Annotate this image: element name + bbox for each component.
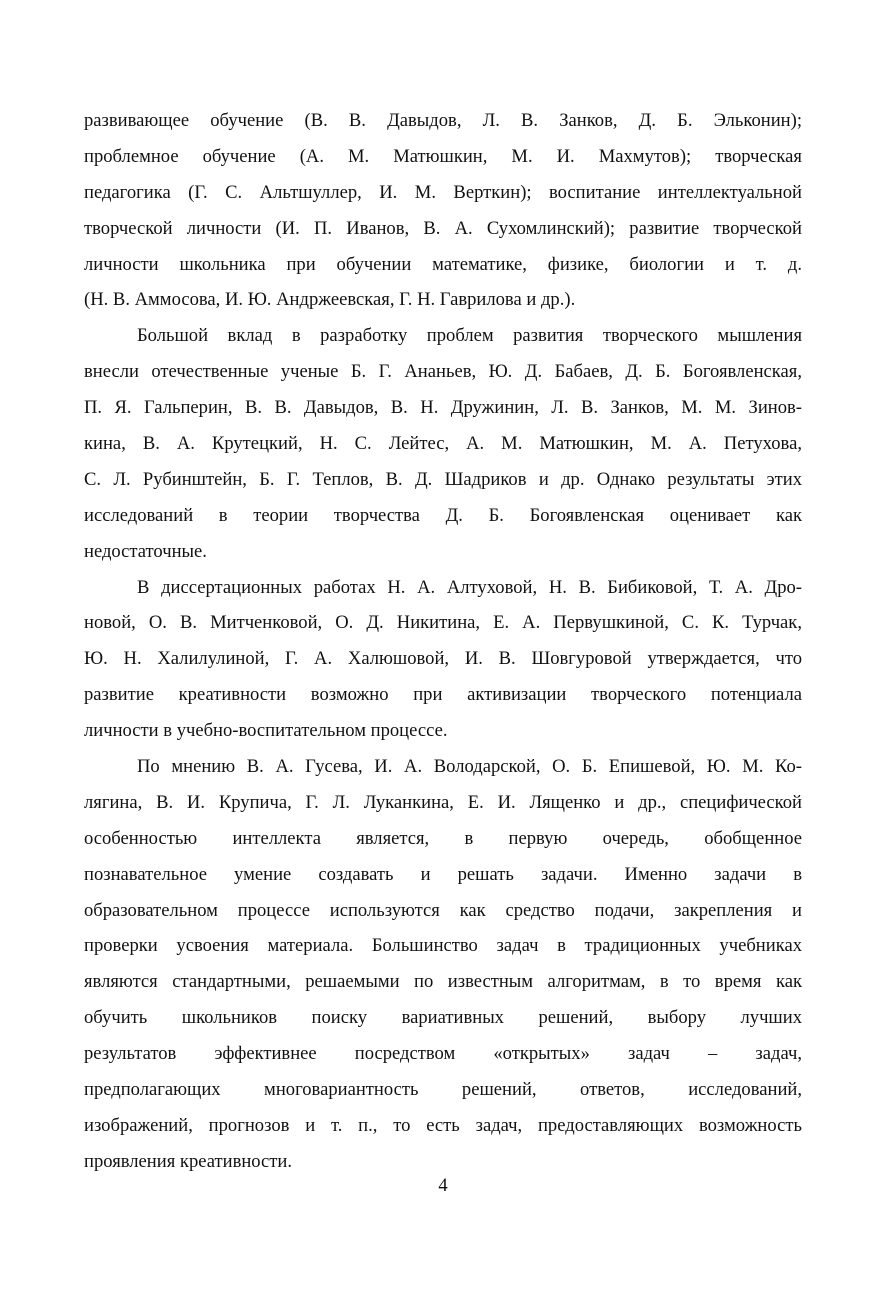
text-line: кина, В. А. Крутецкий, Н. С. Лейтес, А. М. Матюшкин, М. А. Петухова, [84,433,802,455]
text-line: (Н. В. Аммосова, И. Ю. Андржеевская, Г. Н. Гаврилова и др.). [84,289,576,311]
text-line: П. Я. Гальперин, В. В. Давыдов, В. Н. Дружинин, Л. В. Занков, М. М. Зинов- [84,397,802,419]
text-line: педагогика (Г. С. Альтшуллер, И. М. Верткин); воспитание интеллектуальной [84,181,802,203]
text-line: образовательном процессе используются как средство подачи, закрепления и [84,899,802,921]
text-line: В диссертационных работах Н. А. Алтуховой, Н. В. Бибиковой, Т. А. Дро- [137,576,802,598]
text-line: Ю. Н. Халилулиной, Г. А. Халюшовой, И. В. Шовгуровой утверждается, что [84,648,802,670]
text-line: познавательное умение создавать и решать задачи. Именно задачи в [84,863,802,885]
text-line: развитие креативности возможно при активизации творческого потенциала [84,684,802,706]
text-line: По мнению В. А. Гусева, И. А. Володарской, О. Б. Епишевой, Ю. М. Ко- [137,756,802,778]
text-line: проявления креативности. [84,1150,293,1172]
paragraph [84,318,802,569]
document-body [84,103,802,1180]
page-number: 4 [438,1175,448,1196]
text-line: лягина, В. И. Крупича, Г. Л. Луканкина, Е. И. Лященко и др., специфической [84,791,802,813]
text-line: недостаточные. [84,540,207,562]
text-line: Большой вклад в разработку проблем развития творческого мышления [137,325,802,347]
text-line: личности школьника при обучении математике, физике, биологии и т. д. [84,253,802,275]
text-line: обучить школьников поиску вариативных решений, выбору лучших [84,1007,802,1029]
text-line: результатов эффективнее посредством «открытых» задач – задач, [84,1043,802,1065]
paragraph [84,103,802,318]
text-line: изображений, прогнозов и т. п., то есть задач, предоставляющих возможность [84,1114,802,1136]
text-line: предполагающих многовариантность решений, ответов, исследований, [84,1079,802,1101]
text-line: особенностью интеллекта является, в первую очередь, обобщенное [84,827,802,849]
paragraph [84,570,802,749]
text-line: С. Л. Рубинштейн, Б. Г. Теплов, В. Д. Шадриков и др. Однако результаты этих [84,468,802,490]
text-line: проблемное обучение (А. М. Матюшкин, М. И. Махмутов); творческая [84,145,802,167]
text-line: новой, О. В. Митченковой, О. Д. Никитина, Е. А. Первушкиной, С. К. Турчак, [84,612,802,634]
paragraph [84,749,802,1180]
text-line: являются стандартными, решаемыми по известным алгоритмам, в то время как [84,971,802,993]
text-line: внесли отечественные ученые Б. Г. Ананьев, Ю. Д. Бабаев, Д. Б. Богоявленская, [84,361,802,383]
text-line: личности в учебно-воспитательном процессе. [84,720,448,742]
text-line: творческой личности (И. П. Иванов, В. А. Сухомлинский); развитие творческой [84,217,802,239]
text-line: развивающее обучение (В. В. Давыдов, Л. В. Занков, Д. Б. Эльконин); [84,110,802,131]
text-line: проверки усвоения материала. Большинство задач в традиционных учебниках [84,935,802,957]
text-line: исследований в теории творчества Д. Б. Богоявленская оценивает как [84,504,802,526]
